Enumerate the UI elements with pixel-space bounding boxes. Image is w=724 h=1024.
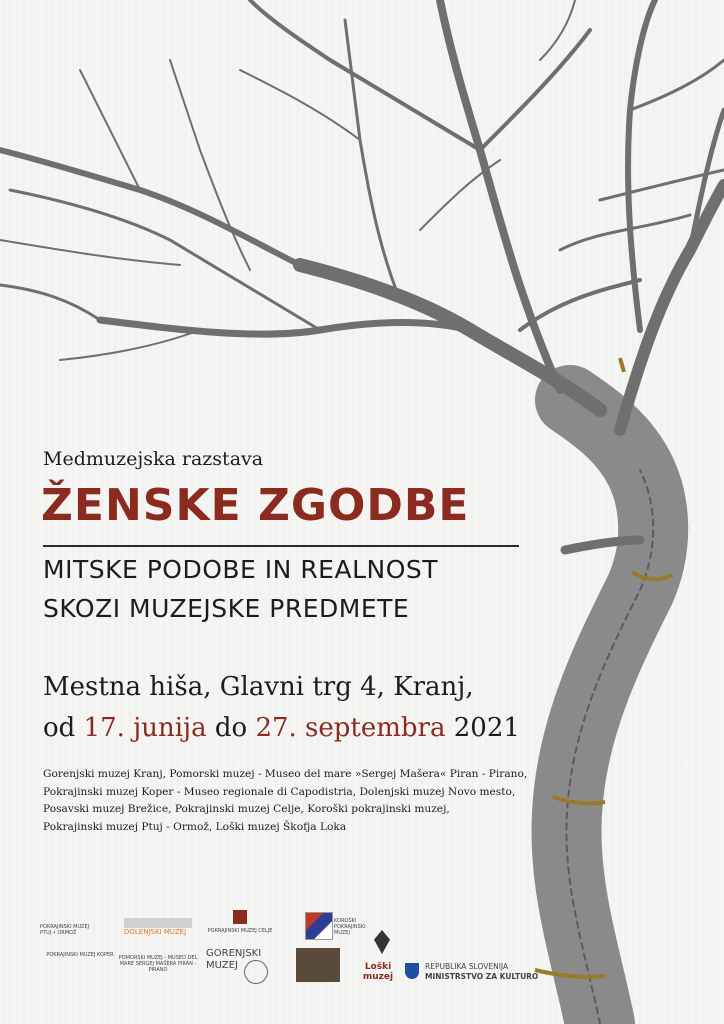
- logo-celje-mark: [233, 910, 247, 924]
- logo-koper: POKRAJINSKI MUZEJ KOPER: [46, 952, 114, 958]
- museums-line: Posavski muzej Brežice, Pokrajinski muzej Celje, Koroški pokrajinski muzej,: [43, 803, 450, 816]
- exhibition-dates: [43, 713, 520, 743]
- logo-koroski-mark: [305, 912, 333, 940]
- participating-museums: [43, 766, 543, 836]
- museums-line: Pokrajinski muzej Ptuj - Ormož, Loški muzej Škofja Loka: [43, 820, 347, 833]
- logo-ministrstvo: MINISTRSTVO ZA KULTURO: [425, 972, 539, 981]
- exhibition-title: ŽENSKE ZGODBE: [41, 480, 470, 531]
- logo-republika: REPUBLIKA SLOVENIJA: [425, 962, 509, 971]
- start-date: 17. junija: [83, 713, 207, 743]
- museums-line: Pokrajinski muzej Koper - Museo regionale di Capodistria, Dolenjski muzej Novo mesto,: [43, 785, 516, 798]
- end-date: 27. septembra: [255, 713, 446, 743]
- logo-pomorski: POMORSKI MUZEJ - MUSEO DEL MARE SERGEJ MAŠERA PIRAN - PIRANO: [118, 955, 198, 973]
- logo-dolenjski-bar: [124, 918, 192, 928]
- exhibition-kicker: Medmuzejska razstava: [43, 448, 264, 470]
- logo-dolenjski: DOLENJSKI MUZEJ: [124, 928, 187, 936]
- subtitle-line-1: MITSKE PODOBE IN REALNOST: [43, 555, 439, 584]
- venue: Mestna hiša, Glavni trg 4, Kranj,: [43, 672, 474, 702]
- slovenia-coat-of-arms-icon: [405, 963, 419, 979]
- museums-line: Gorenjski muzej Kranj, Pomorski muzej - Museo del mare »Sergej Mašera« Piran - Pirano,: [43, 768, 528, 780]
- subtitle-line-2: SKOZI MUZEJSKE PREDMETE: [43, 594, 410, 623]
- dates-from-word: od: [43, 713, 76, 743]
- logo-posavski-image: [296, 948, 340, 982]
- logo-koroski: KOROŠKI POKRAJINSKI MUZEJ: [334, 918, 366, 936]
- logo-loski: Loški muzej: [362, 962, 394, 982]
- title-divider: [43, 545, 519, 547]
- logo-celje: POKRAJINSKI MUZEJ CELJE: [207, 928, 273, 934]
- logo-pmpo: POKRAJINSKI MUZEJ PTUJ • ORMOŽ: [40, 924, 90, 936]
- logo-gorenjski-circle: [244, 960, 268, 984]
- dates-to-word: do: [214, 713, 248, 743]
- dates-year: 2021: [453, 713, 520, 743]
- logo-gorenjski: GORENJSKI MUZEJ: [206, 948, 262, 971]
